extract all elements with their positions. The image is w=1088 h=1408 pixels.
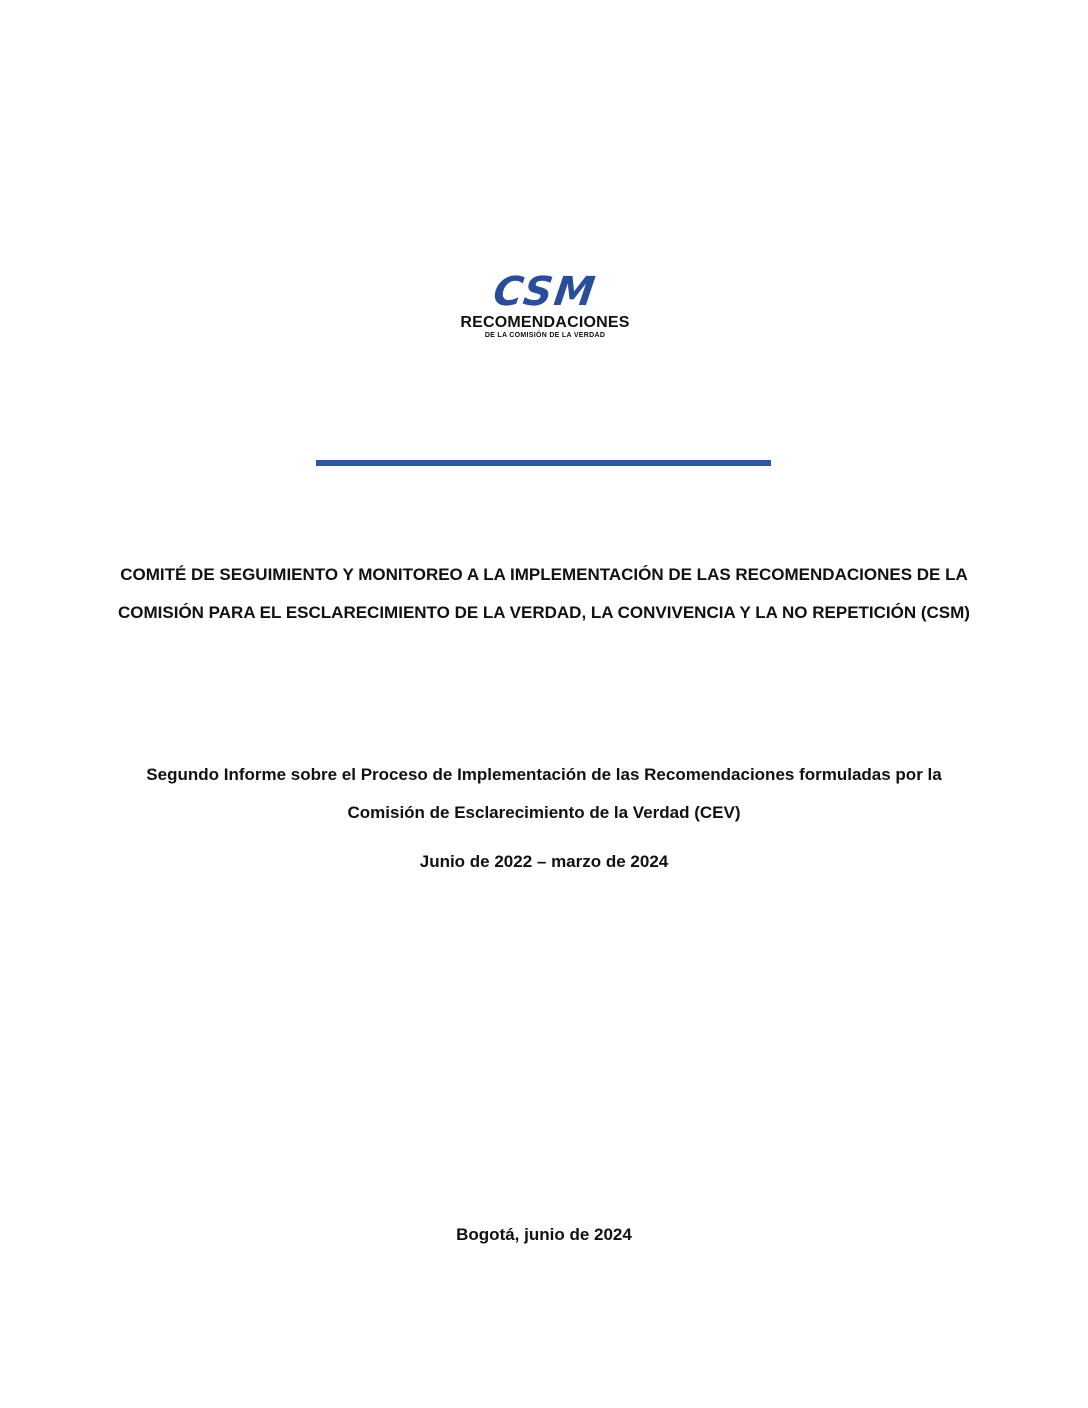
- place-and-date: Bogotá, junio de 2024: [456, 1225, 632, 1244]
- committee-title-line2: COMISIÓN PARA EL ESCLARECIMIENTO DE LA VERDAD, LA CONVIVENCIA Y LA NO REPETICIÓN (CSM): [118, 603, 970, 622]
- committee-title-line1: COMITÉ DE SEGUIMIENTO Y MONITOREO A LA IMPLEMENTACIÓN DE LAS RECOMENDACIONES DE LA: [120, 565, 968, 584]
- report-subtitle: [60, 756, 1028, 832]
- logo-line-comision: DE LA COMISIÓN DE LA VERDAD: [484, 332, 606, 339]
- title-divider: [316, 460, 771, 466]
- logo-line-recomendaciones: RECOMENDACIONES: [460, 314, 630, 331]
- report-period: Junio de 2022 – marzo de 2024: [419, 852, 669, 871]
- report-subtitle-line2: Comisión de Esclarecimiento de la Verdad (CEV): [347, 803, 741, 822]
- committee-title: [60, 556, 1028, 632]
- report-subtitle-line1: Segundo Informe sobre el Proceso de Implementación de las Recomendaciones formuladas por la: [146, 765, 942, 784]
- csm-logo: [455, 270, 635, 346]
- logo-mark: CSM: [490, 269, 600, 315]
